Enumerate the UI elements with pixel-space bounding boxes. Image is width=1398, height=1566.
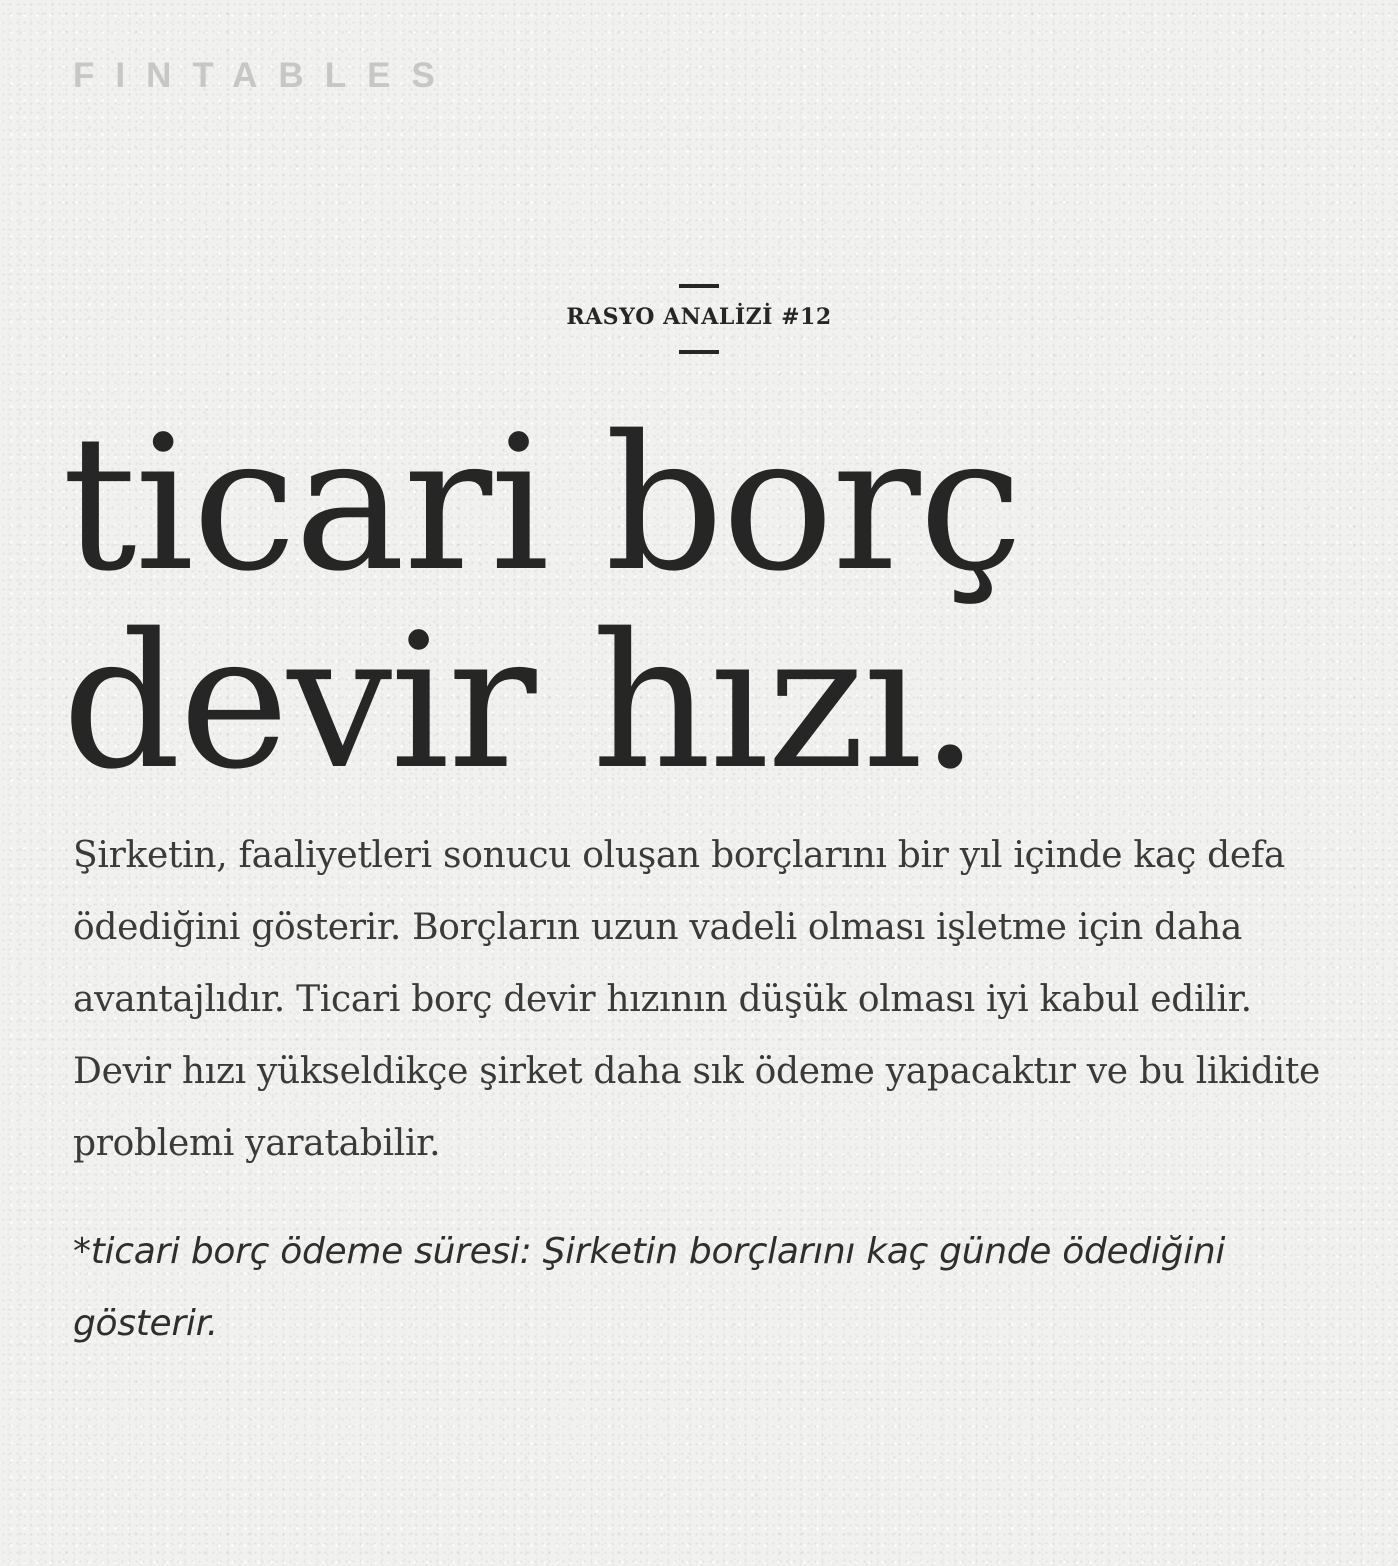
footnote: *ticari borç ödeme süresi: Şirketin borçlarını kaç günde ödediğini gösterir.	[73, 1231, 1226, 1344]
brand-logo-text: FINTABLES	[73, 56, 456, 95]
headline-line-1: ticari borç	[62, 395, 1021, 612]
body-paragraph: Şirketin, faaliyetleri sonucu oluşan borçlarını bir yıl içinde kaç defa ödediğini gösterir. Borçların uzun vadeli olması işletme için daha avantajlıdır. Ticari borç devir hızının düşük olması iyi kabul edilir. Devir hızı yükseldikçe şirket daha sık ödeme yapacaktır ve bu likidite problemi yaratabilir.	[73, 835, 1321, 1164]
headline	[62, 395, 1362, 810]
section-kicker	[0, 284, 1398, 354]
kicker-bottom-rule	[679, 350, 719, 354]
kicker-top-rule	[679, 284, 719, 288]
kicker-label: RASYO ANALİZİ #12	[566, 304, 832, 330]
headline-line-2: devir hızı.	[62, 593, 978, 810]
